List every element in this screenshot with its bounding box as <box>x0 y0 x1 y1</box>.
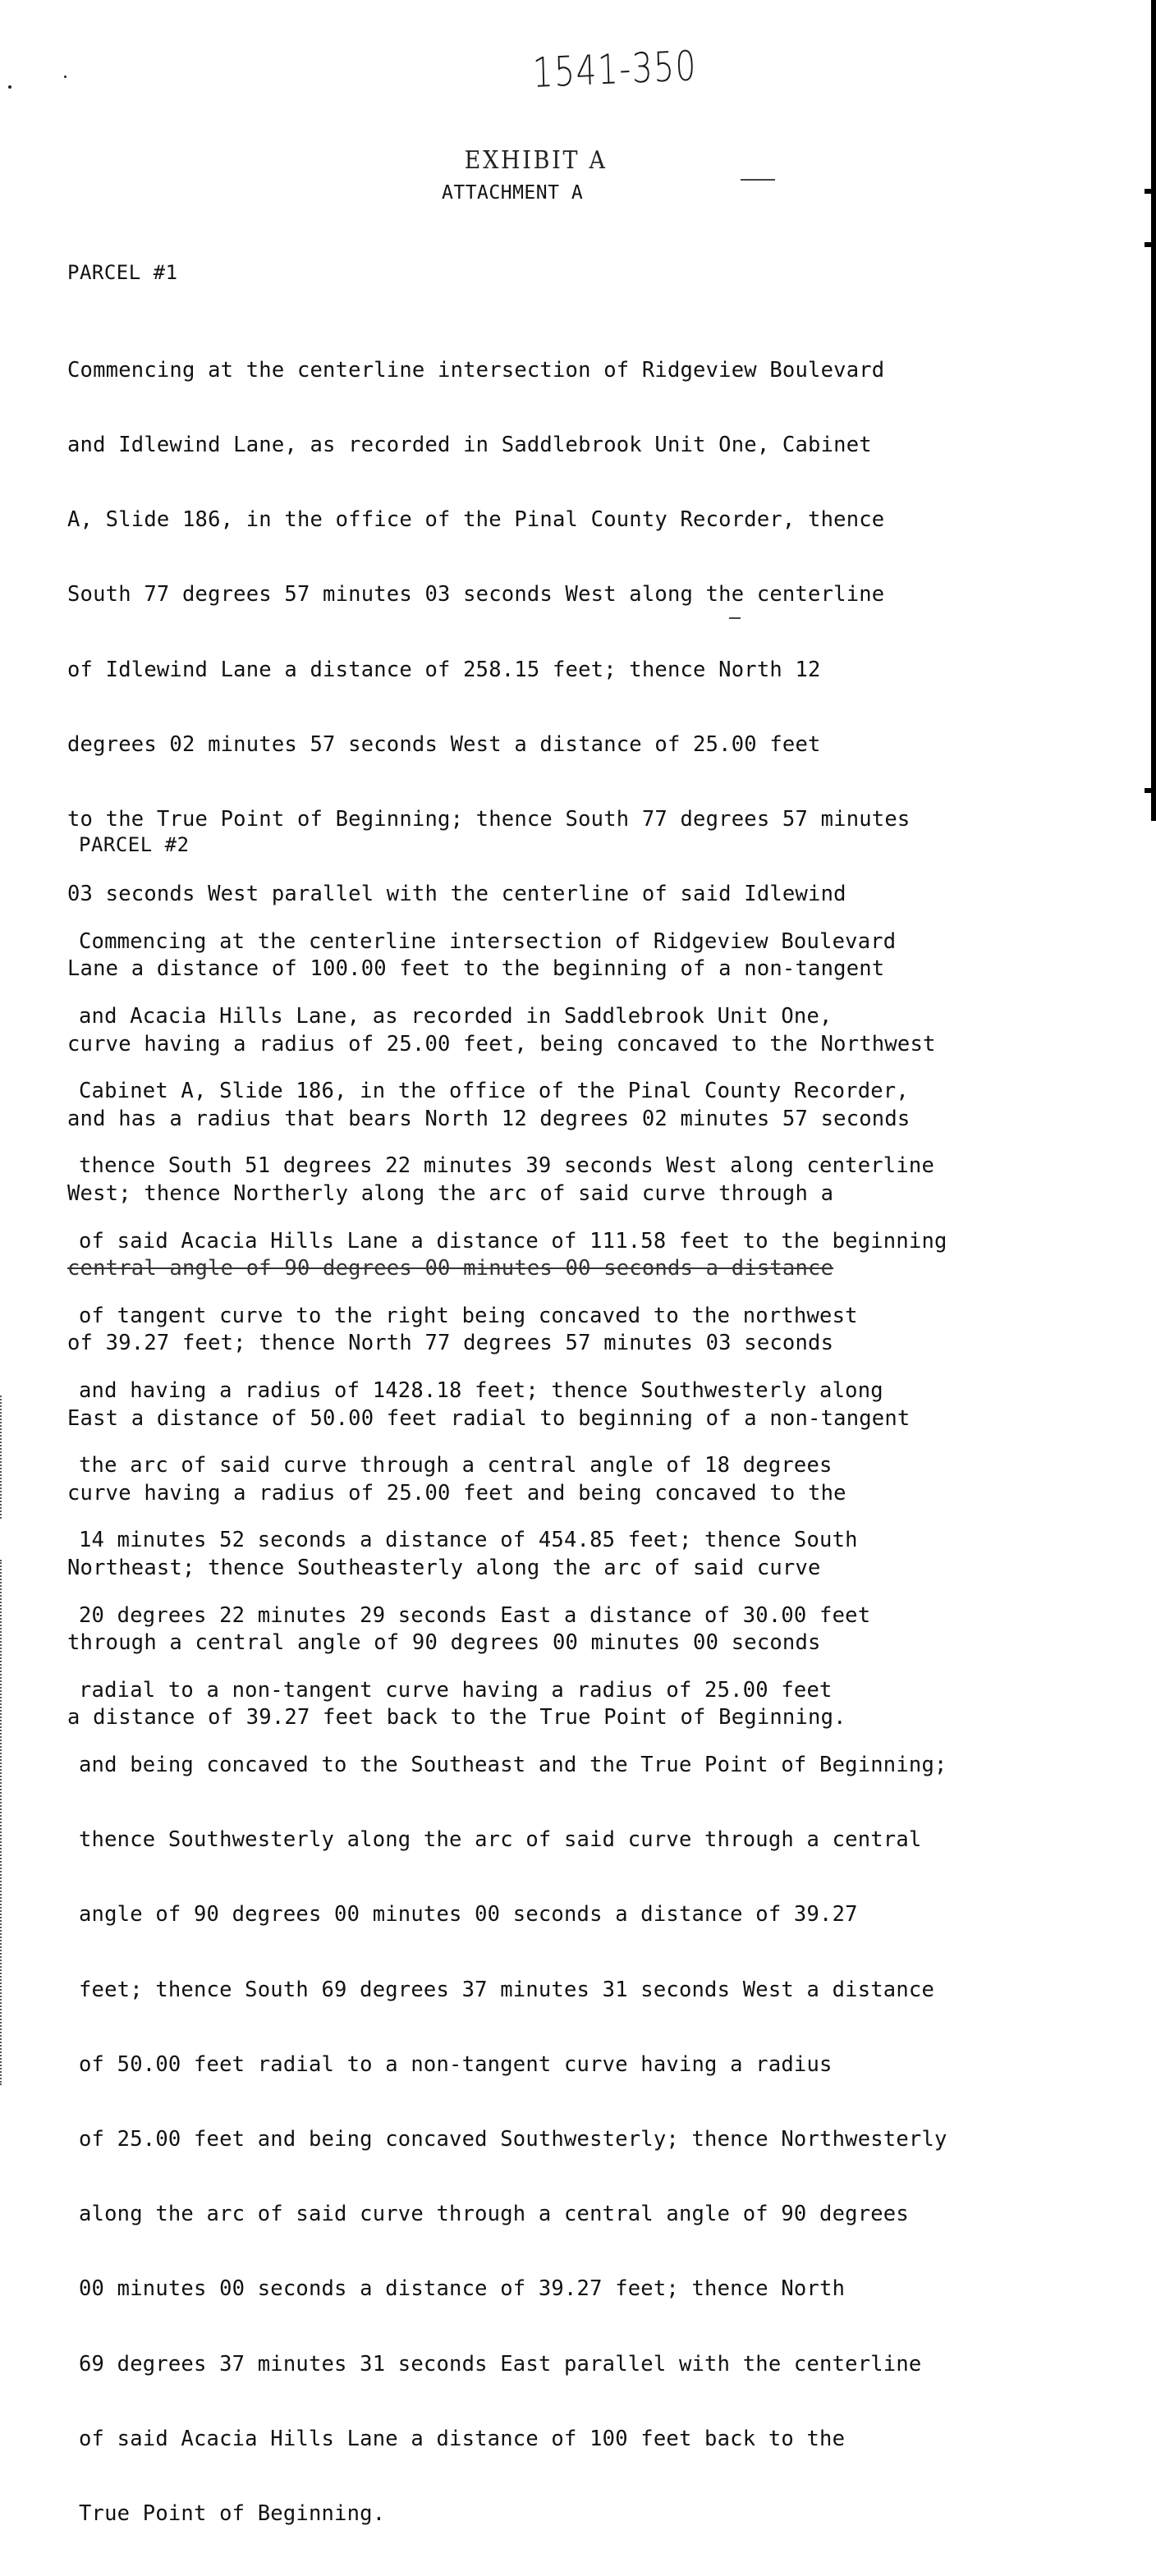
parcel-1-line: through a central angle of 90 degrees 00 minutes 00 seconds <box>67 1630 821 1656</box>
parcel-2-line: and Acacia Hills Lane, as recorded in Saddlebrook Unit One, <box>79 1004 833 1029</box>
parcel-2-line: and being concaved to the Southeast and the True Point of Beginning; <box>79 1753 947 1778</box>
parcel-2-line: Cabinet A, Slide 186, in the office of the Pinal County Recorder, <box>79 1079 909 1104</box>
parcel-1-line: curve having a radius of 25.00 feet and being concaved to the <box>67 1480 846 1506</box>
parcel-1-line: Commencing at the centerline intersection of Ridgeview Boulevard <box>67 357 885 383</box>
parcel-1-heading: PARCEL #1 <box>67 261 178 284</box>
parcel-2-line: along the arc of said curve through a central angle of 90 degrees <box>79 2202 909 2227</box>
scan-speck <box>64 76 67 78</box>
parcel-2-line: thence South 51 degrees 22 minutes 39 seconds West along centerline <box>79 1153 935 1179</box>
parcel-1-line: A, Slide 186, in the office of the Pinal County Recorder, thence <box>67 507 885 533</box>
parcel-1-line: central angle of 90 degrees 00 minutes 00 seconds a distance <box>67 1256 834 1281</box>
parcel-2-line: 14 minutes 52 seconds a distance of 454.85 feet; thence South <box>79 1528 858 1553</box>
scan-edge-left <box>0 1396 10 1519</box>
parcel-2-line: 00 minutes 00 seconds a distance of 39.27 feet; thence North <box>79 2276 846 2302</box>
parcel-2-description <box>79 879 947 2576</box>
parcel-2-line: angle of 90 degrees 00 minutes 00 seconds a distance of 39.27 <box>79 1902 858 1927</box>
parcel-2-line: Commencing at the centerline intersection of Ridgeview Boulevard <box>79 928 897 954</box>
parcel-1-line: West; thence Northerly along the arc of said curve through a <box>67 1181 834 1207</box>
parcel-2-heading: PARCEL #2 <box>79 833 190 856</box>
parcel-2-line: 69 degrees 37 minutes 31 seconds East parallel with the centerline <box>79 2351 922 2377</box>
parcel-1-line: and has a radius that bears North 12 degrees 02 minutes 57 seconds <box>67 1106 911 1131</box>
parcel-1-line: curve having a radius of 25.00 feet, being concaved to the Northwest <box>67 1031 936 1057</box>
handwritten-document-number: 1541-350 <box>532 42 698 97</box>
parcel-1-line: Northeast; thence Southeasterly along the arc of said curve <box>67 1556 821 1581</box>
parcel-1-line: of 39.27 feet; thence North 77 degrees 57 minutes 03 seconds <box>67 1331 834 1356</box>
scan-edge-left <box>0 1560 10 2085</box>
parcel-1-line: East a distance of 50.00 feet radial to beginning of a non-tangent <box>67 1405 911 1431</box>
parcel-1-line: Lane a distance of 100.00 feet to the beginning of a non-tangent <box>67 956 885 982</box>
parcel-1-line: to the True Point of Beginning; thence South 77 degrees 57 minutes <box>67 807 911 832</box>
scan-edge-tick <box>1145 788 1156 793</box>
parcel-2-line: feet; thence South 69 degrees 37 minutes 31 seconds West a distance <box>79 1977 935 2002</box>
parcel-1-line: 03 seconds West parallel with the centerline of said Idlewind <box>67 882 846 907</box>
parcel-1-line: a distance of 39.27 feet back to the True Point of Beginning. <box>67 1705 846 1730</box>
parcel-2-line: 20 degrees 22 minutes 29 seconds East a distance of 30.00 feet <box>79 1602 871 1628</box>
parcel-2-line: of said Acacia Hills Lane a distance of 111.58 feet to the beginning <box>79 1228 947 1254</box>
parcel-2-line: of tangent curve to the right being concaved to the northwest <box>79 1303 858 1328</box>
parcel-1-line: South 77 degrees 57 minutes 03 seconds West along the centerline <box>67 582 885 607</box>
parcel-2-line: and having a radius of 1428.18 feet; thence Southwesterly along <box>79 1378 883 1404</box>
exhibit-stamp: EXHIBIT A <box>464 146 608 175</box>
attachment-title: ATTACHMENT A <box>442 182 584 204</box>
parcel-2-line: of said Acacia Hills Lane a distance of 100 feet back to the <box>79 2426 846 2451</box>
scan-edge-tick <box>1145 242 1156 247</box>
parcel-2-line: of 25.00 feet and being concaved Southwesterly; thence Northwesterly <box>79 2127 947 2152</box>
scan-edge-right <box>1151 0 1156 821</box>
parcel-2-line: thence Southwesterly along the arc of said curve through a central <box>79 1827 922 1853</box>
parcel-1-line: of Idlewind Lane a distance of 258.15 feet; thence North 12 <box>67 657 821 682</box>
scan-speck <box>8 85 11 89</box>
parcel-1-line: and Idlewind Lane, as recorded in Saddlebrook Unit One, Cabinet <box>67 433 872 458</box>
parcel-1-line: degrees 02 minutes 57 seconds West a distance of 25.00 feet <box>67 731 821 757</box>
scan-dash <box>741 179 775 181</box>
parcel-2-line: of 50.00 feet radial to a non-tangent curve having a radius <box>79 2051 833 2077</box>
parcel-2-line: the arc of said curve through a central angle of 18 degrees <box>79 1453 833 1478</box>
scan-edge-tick <box>1145 189 1156 194</box>
parcel-2-line: True Point of Beginning. <box>79 2501 386 2527</box>
parcel-2-line: radial to a non-tangent curve having a radius of 25.00 feet <box>79 1677 833 1703</box>
